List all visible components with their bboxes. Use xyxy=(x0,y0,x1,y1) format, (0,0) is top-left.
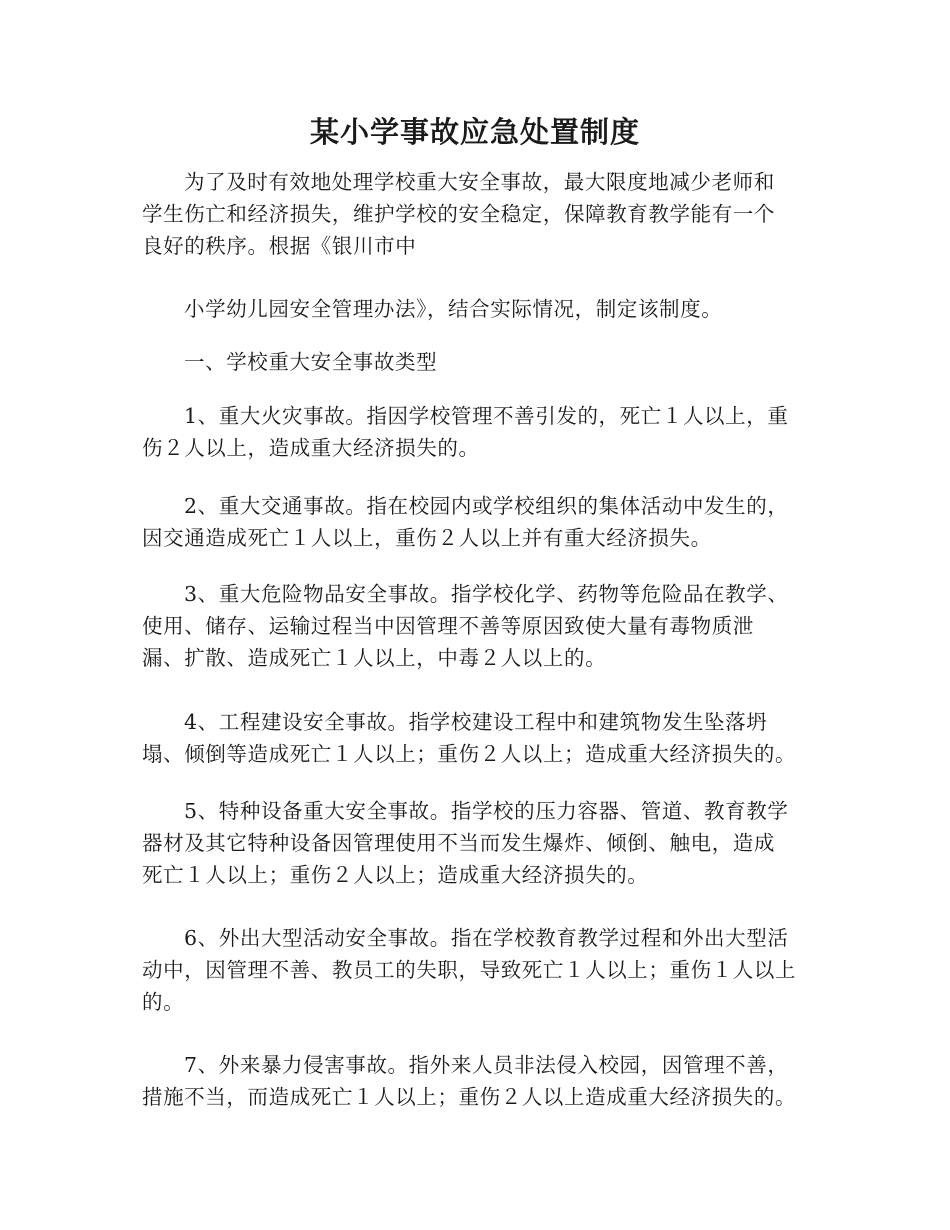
paragraph-intro-continued xyxy=(142,293,810,325)
section-heading-text: 一、学校重大安全事故类型 xyxy=(184,350,438,374)
paragraph-line: 3、重大危险物品安全事故。指学校化学、药物等危险品在教学、 xyxy=(184,582,789,606)
document-title: 某小学事故应急处置制度 xyxy=(309,115,640,149)
section-heading xyxy=(142,346,810,378)
paragraph-line: 为了及时有效地处理学校重大安全事故，最大限度地减少老师和 xyxy=(184,170,775,194)
paragraph-line: 的。 xyxy=(142,990,185,1014)
paragraph-line: 4、工程建设安全事故。指学校建设工程中和建筑物发生坠落坍 xyxy=(184,710,768,734)
list-item xyxy=(142,1049,810,1113)
paragraph-line: 1、重大火灾事故。指因学校管理不善引发的，死亡１人以上，重 xyxy=(184,404,789,428)
paragraph-line: 小学幼儿园安全管理办法》，结合实际情况，制定该制度。 xyxy=(184,297,723,321)
paragraph-line: 伤２人以上，造成重大经济损失的。 xyxy=(142,436,480,460)
list-item xyxy=(142,922,810,1018)
paragraph-line: 器材及其它特种设备因管理使用不当而发生爆炸、倾倒、触电，造成 xyxy=(142,831,775,855)
paragraph-line: 因交通造成死亡１人以上，重伤２人以上并有重大经济损失。 xyxy=(142,526,712,550)
paragraph-intro xyxy=(142,166,810,262)
list-item xyxy=(142,795,810,891)
paragraph-line: 使用、储存、运输过程当中因管理不善等原因致使大量有毒物质泄 xyxy=(142,614,754,638)
paragraph-line: 6、外出大型活动安全事故。指在学校教育教学过程和外出大型活 xyxy=(184,926,789,950)
paragraph-line: 7、外来暴力侵害事故。指外来人员非法侵入校园，因管理不善， xyxy=(184,1053,789,1077)
list-item xyxy=(142,400,810,464)
list-item xyxy=(142,490,810,554)
paragraph-line: 漏、扩散、造成死亡１人以上，中毒２人以上的。 xyxy=(142,646,607,670)
paragraph-line: 良好的秩序。根据《银川市中 xyxy=(142,234,417,258)
paragraph-line: 学生伤亡和经济损失，维护学校的安全稳定，保障教育教学能有一个 xyxy=(142,202,775,226)
paragraph-line: 动中，因管理不善、教员工的失职，导致死亡１人以上；重伤１人以上 xyxy=(142,958,797,982)
paragraph-line: 塌、倾倒等造成死亡１人以上；重伤２人以上；造成重大经济损失的。 xyxy=(142,742,797,766)
paragraph-line: 2、重大交通事故。指在校园内或学校组织的集体活动中发生的， xyxy=(184,494,789,518)
paragraph-line: 5、特种设备重大安全事故。指学校的压力容器、管道、教育教学 xyxy=(184,799,789,823)
paragraph-line: 死亡１人以上；重伤２人以上；造成重大经济损失的。 xyxy=(142,863,649,887)
paragraph-line: 措施不当，而造成死亡１人以上；重伤２人以上造成重大经济损失的。 xyxy=(142,1085,797,1109)
list-item xyxy=(142,578,810,674)
list-item xyxy=(142,706,810,770)
